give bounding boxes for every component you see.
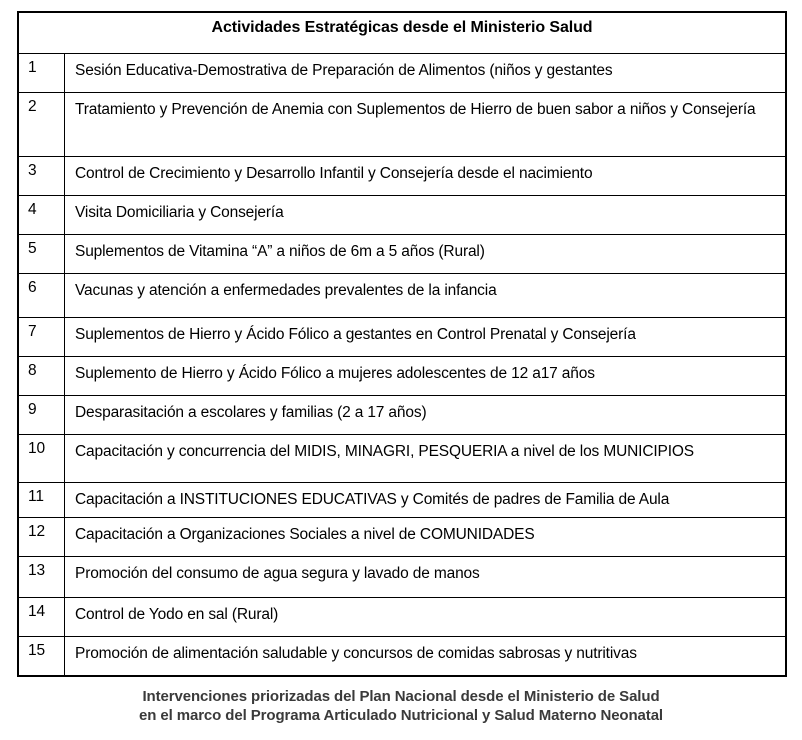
table-title: Actividades Estratégicas desde el Ministerio Salud	[211, 19, 593, 36]
row-number-cell: 3	[19, 157, 65, 195]
activity-cell: Control de Yodo en sal (Rural)	[75, 606, 279, 623]
table-row	[19, 517, 785, 556]
activity-cell: Desparasitación a escolares y familias (2 a 17 años)	[75, 404, 427, 421]
row-number-cell: 8	[19, 357, 65, 395]
table-row	[19, 597, 785, 636]
activity-cell: Capacitación a INSTITUCIONES EDUCATIVAS y Comités de padres de Familia de Aula	[75, 491, 670, 508]
row-number-cell: 6	[19, 274, 65, 317]
activity-cell: Control de Crecimiento y Desarrollo Infantil y Consejería desde el nacimiento	[75, 165, 593, 182]
row-number-cell: 15	[19, 637, 65, 675]
row-number-cell: 12	[19, 518, 65, 556]
row-number-cell: 10	[19, 435, 65, 482]
row-number-cell: 9	[19, 396, 65, 434]
activity-cell: Vacunas y atención a enfermedades prevalentes de la infancia	[75, 282, 497, 299]
activities-table	[17, 11, 787, 677]
table-row	[19, 434, 785, 482]
table-caption	[0, 688, 802, 725]
table-row	[19, 53, 785, 92]
row-number-cell: 4	[19, 196, 65, 234]
activity-cell: Sesión Educativa-Demostrativa de Preparación de Alimentos (niños y gestantes	[75, 62, 613, 79]
row-number-cell: 7	[19, 318, 65, 356]
row-number-cell: 5	[19, 235, 65, 273]
table-row	[19, 234, 785, 273]
table-row	[19, 156, 785, 195]
activity-cell: Visita Domiciliaria y Consejería	[75, 204, 284, 221]
table-row	[19, 356, 785, 395]
table-row	[19, 556, 785, 597]
row-number-cell: 2	[19, 93, 65, 156]
row-number-cell: 11	[19, 483, 65, 517]
activity-cell: Capacitación y concurrencia del MIDIS, MINAGRI, PESQUERIA a nivel de los MUNICIPIOS	[75, 443, 694, 460]
row-number-cell: 13	[19, 557, 65, 597]
table-row	[19, 395, 785, 434]
activity-cell: Suplemento de Hierro y Ácido Fólico a mujeres adolescentes de 12 a17 años	[75, 365, 595, 382]
activity-cell: Capacitación a Organizaciones Sociales a nivel de COMUNIDADES	[75, 526, 535, 543]
caption-line-1: Intervenciones priorizadas del Plan Nacional desde el Ministerio de Salud	[142, 688, 660, 705]
table-row	[19, 273, 785, 317]
table-row	[19, 636, 785, 675]
row-number-cell: 1	[19, 54, 65, 92]
table-row	[19, 482, 785, 517]
activity-cell: Promoción del consumo de agua segura y lavado de manos	[75, 565, 480, 582]
row-number-cell: 14	[19, 598, 65, 636]
activity-cell: Tratamiento y Prevención de Anemia con Suplementos de Hierro de buen sabor a niños y Consejería	[75, 101, 756, 118]
activity-cell: Suplementos de Vitamina “A” a niños de 6m a 5 años (Rural)	[75, 243, 485, 260]
activity-cell: Suplementos de Hierro y Ácido Fólico a gestantes en Control Prenatal y Consejería	[75, 326, 636, 343]
table-row	[19, 195, 785, 234]
activity-cell: Promoción de alimentación saludable y concursos de comidas sabrosas y nutritivas	[75, 645, 637, 662]
table-row	[19, 317, 785, 356]
table-row	[19, 92, 785, 156]
table-header-row	[19, 13, 785, 53]
caption-line-2: en el marco del Programa Articulado Nutricional y Salud Materno Neonatal	[138, 706, 664, 724]
